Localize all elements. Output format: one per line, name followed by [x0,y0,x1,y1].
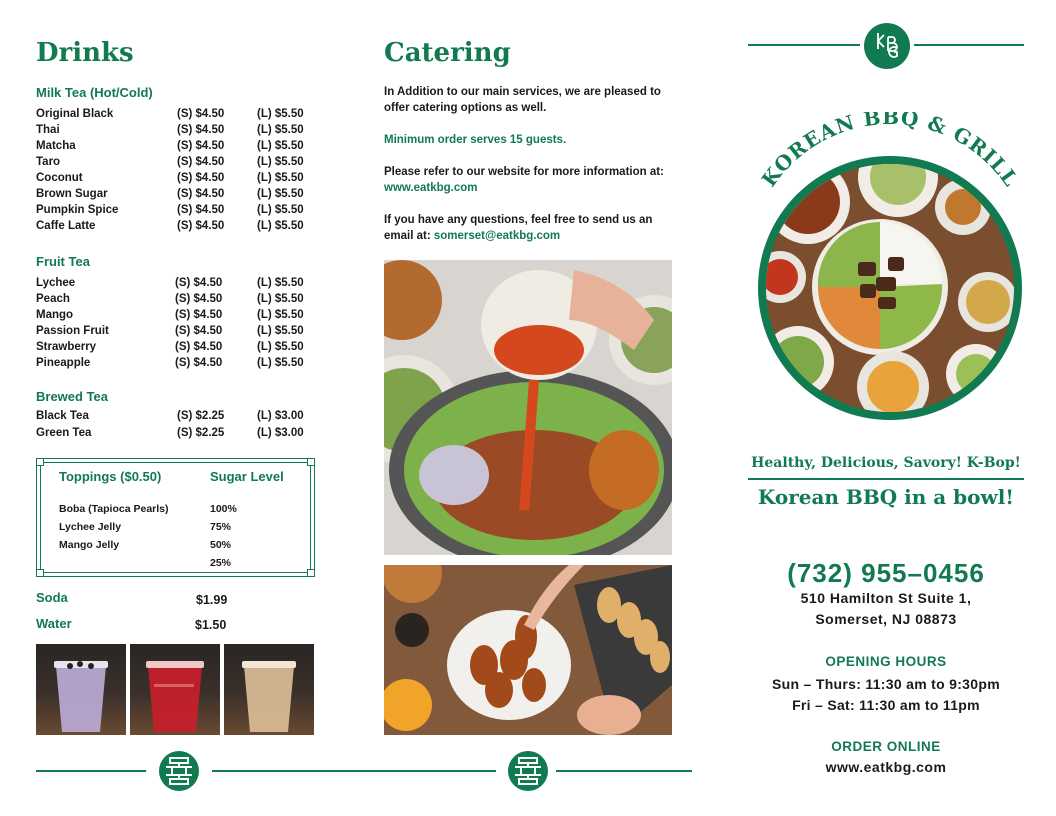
topping-item: Boba (Tapioca Pearls) [59,503,169,515]
strawberry-tea-photo [130,644,220,735]
small-price: (S) $4.50 [175,309,223,321]
large-price: (L) $5.50 [257,309,304,321]
catering-website [384,164,676,196]
water-price: $1.50 [195,618,227,632]
sugar-level-header: Sugar Level [210,469,284,484]
large-price: (L) $5.50 [257,188,304,200]
small-price: (S) $4.50 [175,357,223,369]
website-link[interactable]: www.eatkbg.com [384,182,478,194]
item-name: Peach [36,293,70,305]
toppings-header: Toppings ($0.50) [59,469,162,484]
menu-item-row [36,341,326,357]
small-price: (S) $4.50 [175,293,223,305]
item-name: Pineapple [36,357,91,369]
menu-item-row [36,108,326,124]
small-price: (S) $4.50 [177,172,225,184]
small-price: (S) $2.25 [177,410,225,422]
menu-item-row [36,204,326,220]
hours-line-2: Fri – Sat: 11:30 am to 11pm [792,697,980,713]
large-price: (L) $5.50 [257,108,304,120]
milk-tea-header: Milk Tea (Hot/Cold) [36,85,153,100]
taro-milk-tea-photo [36,644,126,735]
water-label: Water [36,616,72,631]
large-price: (L) $5.50 [257,220,304,232]
small-price: (S) $4.50 [177,140,225,152]
small-price: (S) $4.50 [175,341,223,353]
topping-item: Lychee Jelly [59,521,122,533]
large-price: (L) $5.50 [257,357,304,369]
sauce-bowl-photo [384,260,672,555]
email-text: If you have any questions, feel free to send us an email at: [384,214,653,242]
item-name: Coconut [36,172,83,184]
ornament-icon [506,749,550,798]
small-price: (S) $4.50 [177,108,225,120]
brand-emblem [748,112,1024,432]
sugar-level-item: 50% [210,539,232,551]
large-price: (L) $3.00 [257,427,304,439]
item-name: Black Tea [36,410,89,422]
sugar-level-item: 100% [210,503,237,515]
item-name: Original Black [36,108,114,120]
menu-item-row [36,357,326,373]
menu-item-row [36,172,326,188]
small-price: (S) $4.50 [175,325,223,337]
milk-tea-photo [224,644,314,735]
large-price: (L) $5.50 [257,204,304,216]
menu-item-row [36,309,326,325]
menu-item-row [36,427,326,443]
menu-item-row [36,156,326,172]
item-name: Matcha [36,140,76,152]
small-price: (S) $4.50 [177,220,225,232]
menu-item-row [36,220,326,236]
sugar-level-item: 75% [210,521,232,533]
small-price: (S) $4.50 [177,188,225,200]
menu-item-row [36,140,326,156]
small-price: (S) $4.50 [177,204,225,216]
opening-hours-header: OPENING HOURS [825,654,947,669]
ornament-icon [157,749,201,798]
item-name: Caffe Latte [36,220,96,232]
fruit-tea-header: Fruit Tea [36,254,90,269]
menu-item-row [36,188,326,204]
item-name: Mango [36,309,74,321]
drinks-title: Drinks [36,38,134,68]
tagline: Healthy, Delicious, Savory! K-Bop! [751,455,1021,471]
item-name: Brown Sugar [36,188,108,200]
large-price: (L) $5.50 [257,156,304,168]
menu-item-row [36,410,326,426]
order-online-url[interactable]: www.eatkbg.com [825,759,947,775]
sugar-level-item: 25% [210,557,232,569]
phone-number[interactable]: (732) 955–0456 [787,558,985,588]
item-name: Green Tea [36,427,92,439]
large-price: (L) $5.50 [257,172,304,184]
order-online-header: ORDER ONLINE [831,739,941,754]
arc-brand-text: KOREAN BBQ & GRILL [756,112,1024,192]
large-price: (L) $5.50 [257,124,304,136]
menu-item-row [36,325,326,341]
item-name: Lychee [36,277,76,289]
large-price: (L) $5.50 [257,140,304,152]
email-link[interactable]: somerset@eatkbg.com [433,230,561,242]
large-price: (L) $5.50 [257,277,304,289]
catering-intro: In Addition to our main services, we are pleased to offer catering options as well. [384,86,661,114]
large-price: (L) $5.50 [257,325,304,337]
slogan: Korean BBQ in a bowl! [757,485,1015,509]
chicken-wings-photo [384,565,672,735]
item-name: Taro [36,156,61,168]
large-price: (L) $5.50 [257,293,304,305]
hours-line-1: Sun – Thurs: 11:30 am to 9:30pm [772,676,1000,692]
menu-item-row [36,293,326,309]
toppings-box [36,458,315,577]
address-line-1: 510 Hamilton St Suite 1, [800,590,972,606]
menu-item-row [36,277,326,293]
small-price: (S) $4.50 [177,124,225,136]
soda-label: Soda [36,590,68,605]
kbg-logo [864,23,910,69]
small-price: (S) $4.50 [177,156,225,168]
large-price: (L) $3.00 [257,410,304,422]
small-price: (S) $4.50 [175,277,223,289]
item-name: Pumpkin Spice [36,204,119,216]
topping-item: Mango Jelly [59,539,120,551]
catering-email [384,212,676,244]
brewed-tea-header: Brewed Tea [36,389,109,404]
item-name: Passion Fruit [36,325,109,337]
soda-price: $1.99 [196,593,228,607]
item-name: Thai [36,124,60,136]
item-name: Strawberry [36,341,97,353]
address-line-2: Somerset, NJ 08873 [815,611,957,627]
menu-item-row [36,124,326,140]
catering-minimum: Minimum order serves 15 guests. [384,134,567,146]
small-price: (S) $2.25 [177,427,225,439]
catering-title: Catering [384,38,511,68]
large-price: (L) $5.50 [257,341,304,353]
website-text: Please refer to our website for more information at: [384,166,664,178]
